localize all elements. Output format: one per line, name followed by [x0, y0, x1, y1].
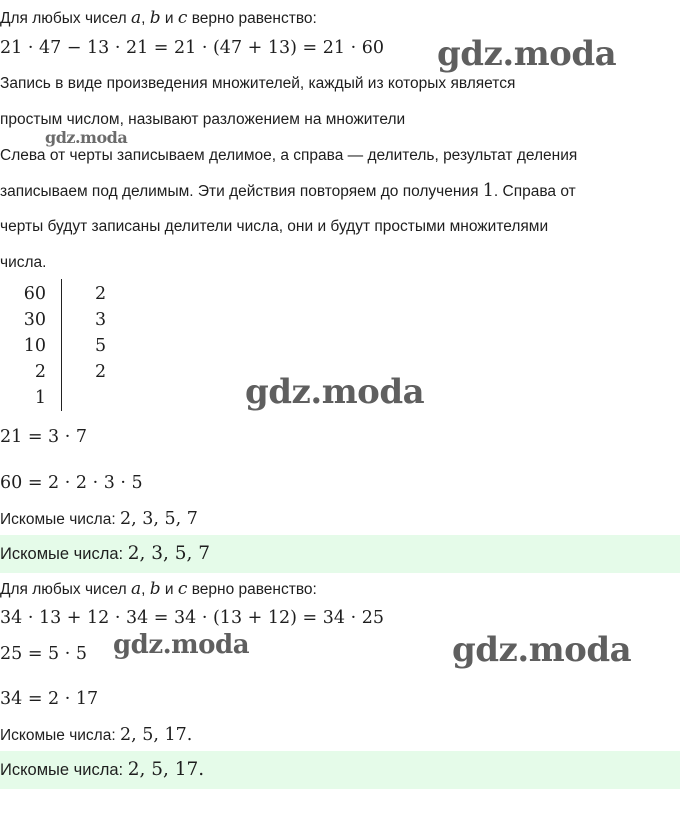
factorization-21: 21 = 3 · 7 — [0, 427, 88, 447]
division-line — [61, 279, 62, 411]
var-a: a — [130, 579, 142, 599]
intro-line-1 — [0, 7, 317, 30]
and-word: и — [160, 581, 178, 598]
answer-label: Искомые числа: — [0, 761, 128, 779]
intro-text: Для любых чисел — [0, 581, 131, 598]
equation-1: 21 · 47 − 13 · 21 = 21 · (47 + 13) = 21 · 60 — [0, 38, 384, 58]
intro-text-end: верно равенство: — [187, 581, 317, 598]
divisor: 3 — [95, 310, 107, 330]
watermark-logo: gdz.moda — [437, 34, 617, 74]
number-one: 1 — [482, 181, 494, 201]
watermark-logo: gdz.moda — [452, 630, 632, 670]
divisor: 2 — [95, 362, 107, 382]
var-a: a — [130, 8, 142, 28]
paragraph-2-line-3: черты будут записаны делители числа, они и будут простыми множителями — [0, 218, 549, 235]
factorization-60: 60 = 2 · 2 · 3 · 5 — [0, 473, 143, 493]
paragraph-2-line-1: Слева от черты записываем делимое, а справа — делитель, результат деления — [0, 147, 578, 164]
paragraph-2-text: записываем под делимым. Эти действия повторяем до получения — [0, 183, 483, 200]
answer-line-1 — [0, 508, 198, 531]
dividend: 30 — [23, 310, 46, 330]
answer-line-2 — [0, 724, 192, 747]
divisor: 2 — [95, 284, 107, 304]
comma: , — [141, 581, 150, 598]
paragraph-2-text-end: . Справа от — [493, 183, 576, 200]
paragraph-2-line-4: числа. — [0, 254, 47, 271]
watermark-logo: gdz.moda — [45, 128, 128, 147]
watermark-logo: gdz.moda — [113, 630, 250, 660]
intro-line-2 — [0, 578, 317, 601]
answer-highlight-line-1 — [0, 543, 210, 565]
var-c: c — [177, 8, 188, 28]
var-c: c — [177, 579, 188, 599]
answer-values: 2, 5, 17. — [119, 725, 193, 745]
answer-highlight-line-2 — [0, 759, 204, 781]
answer-values: 2, 5, 17. — [127, 759, 205, 780]
comma: , — [141, 10, 150, 27]
intro-text-end: верно равенство: — [187, 10, 317, 27]
factorization-34: 34 = 2 · 17 — [0, 689, 99, 709]
dividend: 10 — [23, 336, 46, 356]
var-b: b — [149, 8, 161, 28]
intro-text: Для любых чисел — [0, 10, 131, 27]
and-word: и — [160, 10, 178, 27]
answer-label: Искомые числа: — [0, 511, 120, 528]
paragraph-2-line-2 — [0, 180, 576, 203]
watermark-logo: gdz.moda — [245, 372, 425, 412]
answer-values: 2, 3, 5, 7 — [119, 509, 198, 529]
var-b: b — [149, 579, 161, 599]
factorization-25: 25 = 5 · 5 — [0, 644, 88, 664]
dividend: 60 — [23, 284, 46, 304]
dividend: 2 — [34, 362, 46, 382]
answer-label: Искомые числа: — [0, 727, 120, 744]
divisor: 5 — [95, 336, 107, 356]
paragraph-1-line-1: Запись в виде произведения множителей, каждый из которых является — [0, 75, 516, 92]
answer-label: Искомые числа: — [0, 545, 128, 563]
answer-values: 2, 3, 5, 7 — [127, 543, 211, 564]
equation-2: 34 · 13 + 12 · 34 = 34 · (13 + 12) = 34 · 25 — [0, 608, 384, 628]
dividend: 1 — [34, 388, 46, 408]
paragraph-1-line-2: простым числом, называют разложением на множители — [0, 111, 406, 128]
